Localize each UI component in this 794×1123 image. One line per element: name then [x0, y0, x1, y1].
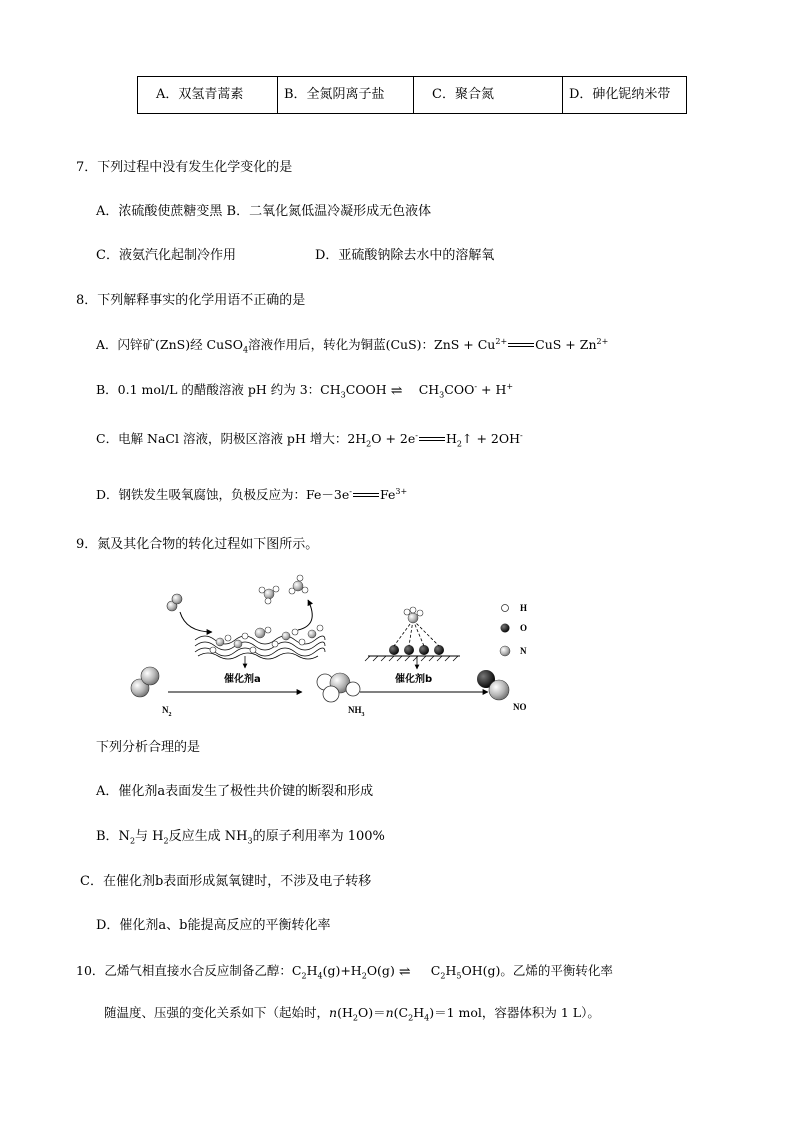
q8-c-h: H	[446, 431, 457, 446]
q8-c-mid: O + 2e	[371, 431, 416, 446]
q10-l2-sub2: 2	[408, 1013, 414, 1023]
q8-c-sub2: 2	[456, 439, 462, 449]
q9-option-b	[96, 828, 385, 846]
q10-s5: C	[430, 963, 441, 978]
atom-legend	[500, 603, 527, 656]
q9-b-sub2: 2	[163, 836, 169, 846]
q10-l2-3: O)＝	[357, 1005, 386, 1020]
desorb-arrow	[298, 600, 312, 630]
q10-sub4: 2	[440, 971, 446, 981]
q8-d-sup1: -	[349, 486, 352, 496]
q9-stem: 9．氮及其化合物的转化过程如下图所示。	[76, 537, 319, 552]
q8-a-sup2: 2+	[596, 336, 609, 346]
q9-b-sub3: 3	[247, 836, 253, 846]
q8-d-fe: Fe	[379, 487, 396, 502]
catalyst-a-adsorbed-atoms	[210, 625, 323, 653]
reversible-arrow-icon: ⇌	[390, 382, 401, 399]
q8-c-tail: ↑ + 2OH	[462, 431, 520, 446]
q8-option-a	[96, 336, 608, 354]
q7-option-b-text: B．二氧化氮低温冷凝形成无色液体	[226, 204, 432, 219]
q8-b-coo: COO	[444, 382, 475, 397]
q8-c-sub1: 2	[366, 439, 372, 449]
q10-stem-line2	[104, 1004, 600, 1022]
incoming-n2-molecule	[167, 594, 182, 611]
q8-a-prefix: A．闪锌矿(ZnS)经 CuSO	[96, 337, 243, 352]
legend-h: H	[520, 603, 528, 613]
q9-b-1: B．N	[96, 829, 130, 844]
no-molecule	[477, 670, 509, 700]
q10-sub2: 4	[317, 971, 323, 981]
q10-l2-2: (H	[337, 1005, 353, 1020]
q8-a-mid: 溶液作用后，转化为铜蓝(CuS)：ZnS + Cu	[248, 337, 496, 352]
q10-l2-sub3: 4	[424, 1013, 430, 1023]
q8-b-prefix: B．0.1 mol/L 的醋酸溶液 pH 约为 3：CH	[96, 382, 341, 397]
q10-sub3: 2	[361, 971, 367, 981]
q7-option-a	[96, 203, 431, 221]
q6-option-a: A．双氢青蒿素	[138, 77, 278, 114]
q9-option-d: D．催化剂a、b能提高反应的平衡转化率	[96, 918, 331, 933]
q7-option-d: D．亚硫酸钠除去水中的溶解氧	[315, 248, 495, 263]
q10-sub5: 5	[456, 971, 462, 981]
q9-option-c: C．在催化剂b表面形成氮氧键时，不涉及电子转移	[80, 874, 372, 889]
q10-l2-6: )＝1 mol，容器体积为 1 L）。	[429, 1005, 600, 1020]
no-label: NO	[513, 702, 527, 712]
q8-c-prefix: C．电解 NaCl 溶液，阴极区溶液 pH 增大：2H	[96, 431, 367, 446]
q10-s6: H	[445, 963, 457, 978]
q10-l2-5: H	[413, 1005, 425, 1020]
q8-d-prefix: D．钢铁发生吸氧腐蚀，负极反应为：Fe－3e	[96, 487, 350, 502]
catalyst-a-label: 催化剂a	[224, 674, 261, 685]
nitrogen-conversion-diagram	[120, 570, 550, 720]
q10-s7: OH(g)。乙烯的平衡转化率	[461, 963, 613, 978]
q8-b-cooh: COOH	[345, 382, 387, 397]
released-nh3-molecule-1	[259, 586, 279, 604]
q8-option-c	[96, 430, 523, 448]
released-nh3-molecule-2	[289, 575, 308, 594]
q8-option-b	[96, 381, 513, 400]
catalyst-b-surface	[365, 607, 460, 661]
equals-arrow-icon	[508, 343, 534, 349]
q8-a-sub: 4	[242, 345, 249, 355]
nh3-molecule	[317, 673, 360, 702]
equals-arrow-icon	[419, 437, 445, 443]
q8-a-products: CuS + Zn	[535, 337, 597, 352]
q7-option-c: C．液氨汽化起制冷作用	[96, 248, 236, 263]
legend-n: N	[520, 646, 527, 656]
q9-b-4: 的原子利用率为 100%	[252, 829, 385, 844]
q7-option-a-text: A．浓硫酸使蔗糖变黑	[96, 204, 223, 219]
n2-molecule	[131, 667, 159, 697]
adsorb-arrow	[180, 612, 212, 632]
q10-sub1: 2	[301, 971, 307, 981]
q8-b-sup2: +	[506, 381, 514, 391]
q10-l2-n2: n	[385, 1005, 394, 1020]
q10-s4: O(g)	[366, 963, 395, 978]
q9-b-sub1: 2	[129, 836, 136, 846]
q8-b-ch: CH	[418, 382, 440, 397]
q10-l2-1: 随温度、压强的变化关系如下（起始时，	[104, 1005, 330, 1020]
q10-s1: 10．乙烯气相直接水合反应制备乙醇：C	[76, 963, 302, 978]
legend-o: O	[520, 623, 528, 633]
q10-s2: H	[306, 963, 318, 978]
q10-l2-4: (C	[393, 1005, 409, 1020]
q10-l2-n1: n	[329, 1005, 338, 1020]
q9-option-a: A．催化剂a表面发生了极性共价键的断裂和形成	[96, 784, 374, 799]
nh3-label: $NH_3$	[348, 705, 365, 718]
q8-stem: 8．下列解释事实的化学用语不正确的是	[76, 293, 306, 308]
q9-b-2: 与 H	[135, 829, 164, 844]
q8-b-sub2: 3	[439, 390, 445, 400]
q8-a-sup1: 2+	[495, 336, 508, 346]
reversible-arrow-icon: ⇌	[398, 963, 409, 980]
q10-s3: (g)+H	[322, 963, 362, 978]
q10-l2-sub1: 2	[352, 1013, 358, 1023]
q8-c-sup1: -	[415, 430, 418, 440]
q8-b-sup1: -	[474, 381, 478, 391]
q9-b-3: 反应生成 NH	[168, 829, 248, 844]
q8-b-sub1: 3	[340, 390, 346, 400]
q8-b-tail: + H	[477, 382, 507, 397]
q6-options-table	[137, 76, 687, 114]
q6-option-b: B．全氮阴离子盐	[278, 77, 414, 114]
n2-label: $N_2$	[162, 705, 172, 718]
catalyst-b-label: 催化剂b	[395, 674, 433, 685]
q6-option-d: D．砷化铌纳米带	[563, 77, 687, 114]
q8-c-sup2: -	[520, 430, 523, 440]
q7-stem: 7．下列过程中没有发生化学变化的是	[76, 160, 293, 175]
q8-d-sup2: 3+	[395, 486, 408, 496]
q8-option-d	[96, 486, 407, 504]
q6-option-c: C．聚合氮	[414, 77, 563, 114]
equals-arrow-icon	[353, 493, 379, 499]
q10-stem-line1	[76, 962, 613, 981]
q9-sub-stem: 下列分析合理的是	[96, 740, 201, 755]
